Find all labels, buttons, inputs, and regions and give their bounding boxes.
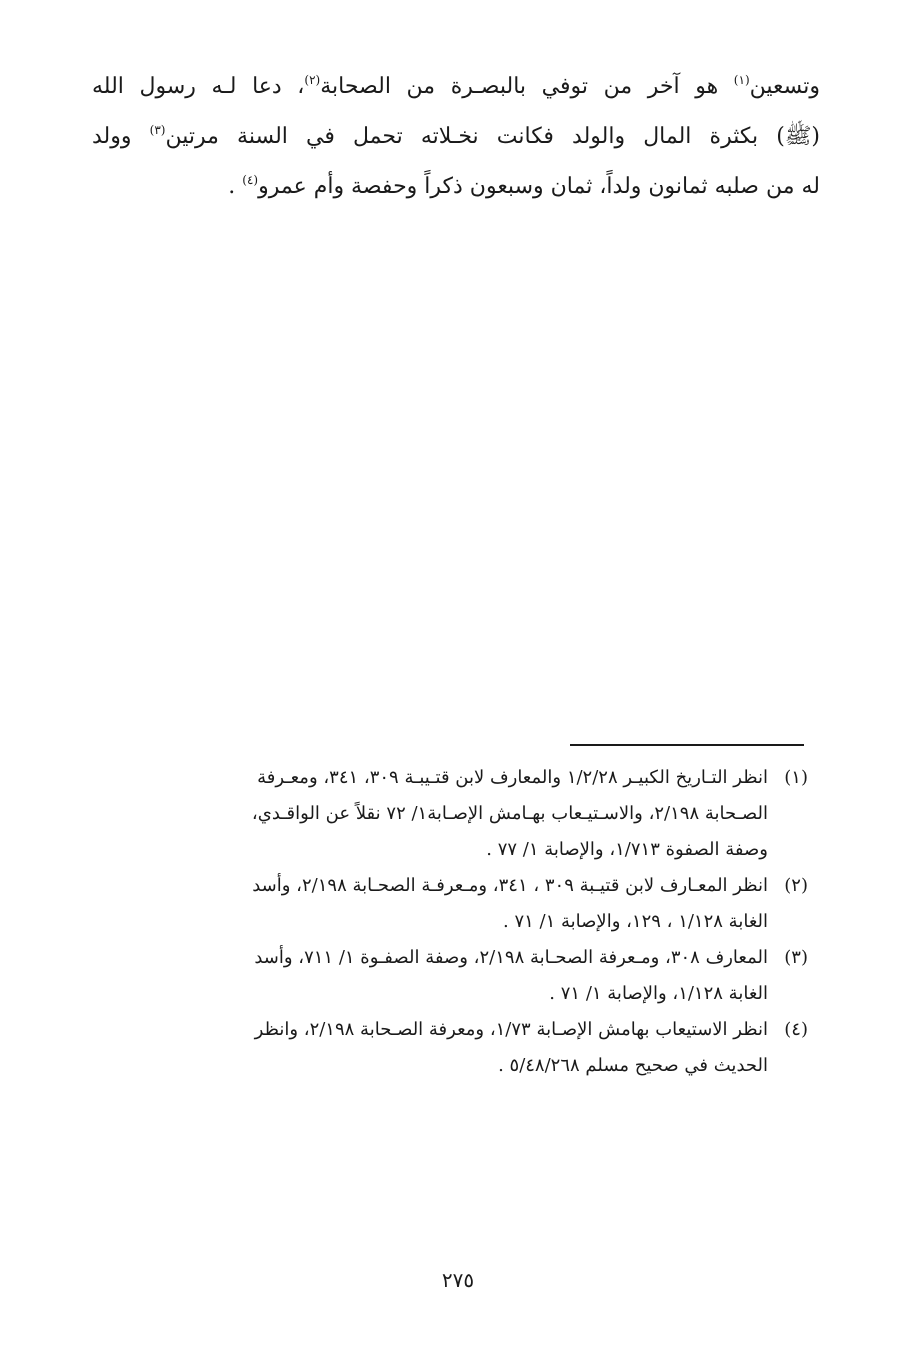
main-text-line: (ﷺ) بكثرة المال والولد فكانت نخـلاته تحمل في السنة مرتين$^{(٣)}$ وولد <box>92 123 820 149</box>
footnote-2 <box>92 868 808 940</box>
footnote-ref-4[interactable]: (٤) <box>242 173 259 187</box>
footnote-ref-2[interactable]: (٢) <box>304 73 321 87</box>
main-text-block <box>92 62 820 212</box>
footnote-separator <box>570 744 804 746</box>
footnote-3 <box>92 940 808 1012</box>
footnote-line: وصفة الصفوة ١/٧١٣، والإصابة ١/ ٧٧ . <box>486 839 768 860</box>
main-text-line: وتسعين$^{(١)}$ هو آخر من توفي بالبصـرة من الصحابة$^{(٢)}$، دعا لـه رسول الله <box>92 73 820 99</box>
page-number: ٢٧٥ <box>441 1268 475 1292</box>
footnote-1 <box>92 760 808 868</box>
footnote-line: الغابة ١/١٢٨، والإصابة ١/ ٧١ . <box>549 983 768 1004</box>
footnote-4 <box>92 1012 808 1084</box>
footnote-number: (٣) <box>784 947 808 968</box>
footnote-ref-1[interactable]: (١) <box>733 73 750 87</box>
main-text-line: له من صلبه ثمانون ولداً، ثمان وسبعون ذكراً وحفصة وأم عمرو$^{(٤)}$ . <box>228 173 820 199</box>
footnote-number: (٤) <box>784 1019 808 1040</box>
footnote-number: (١) <box>784 767 808 788</box>
footnote-line: انظر التـاريخ الكبيـر ١/٢/٢٨ والمعارف لابن قتـيبـة ٣٠٩، ٣٤١، ومعـرفة <box>257 767 768 788</box>
footnote-number: (٢) <box>784 875 808 896</box>
footnote-line: الحديث في صحيح مسلم ٥/٤٨/٢٦٨ . <box>498 1055 768 1076</box>
footnote-line: الصـحابة ٢/١٩٨، والاسـتيـعاب بهـامش الإصـابة١/ ٧٢ نقلاً عن الواقـدي، <box>251 803 768 824</box>
footnotes-section <box>92 760 808 1084</box>
footnote-line: الغابة ١/١٢٨ ، ١٢٩، والإصابة ١/ ٧١ . <box>503 911 768 932</box>
footnote-line: المعارف ٣٠٨، ومـعرفة الصحـابة ٢/١٩٨، وصفة الصفـوة ١/ ٧١١، وأسد <box>254 947 768 968</box>
footnote-ref-3[interactable]: (٣) <box>149 123 166 137</box>
footnote-line: انظر المعـارف لابن قتيـبة ٣٠٩ ، ٣٤١، ومـعرفـة الصحـابة ٢/١٩٨، وأسد <box>252 875 768 896</box>
footnote-line: انظر الاستيعاب بهامش الإصـابة ١/٧٣، ومعرفة الصـحابة ٢/١٩٨، وانظر <box>254 1019 768 1040</box>
